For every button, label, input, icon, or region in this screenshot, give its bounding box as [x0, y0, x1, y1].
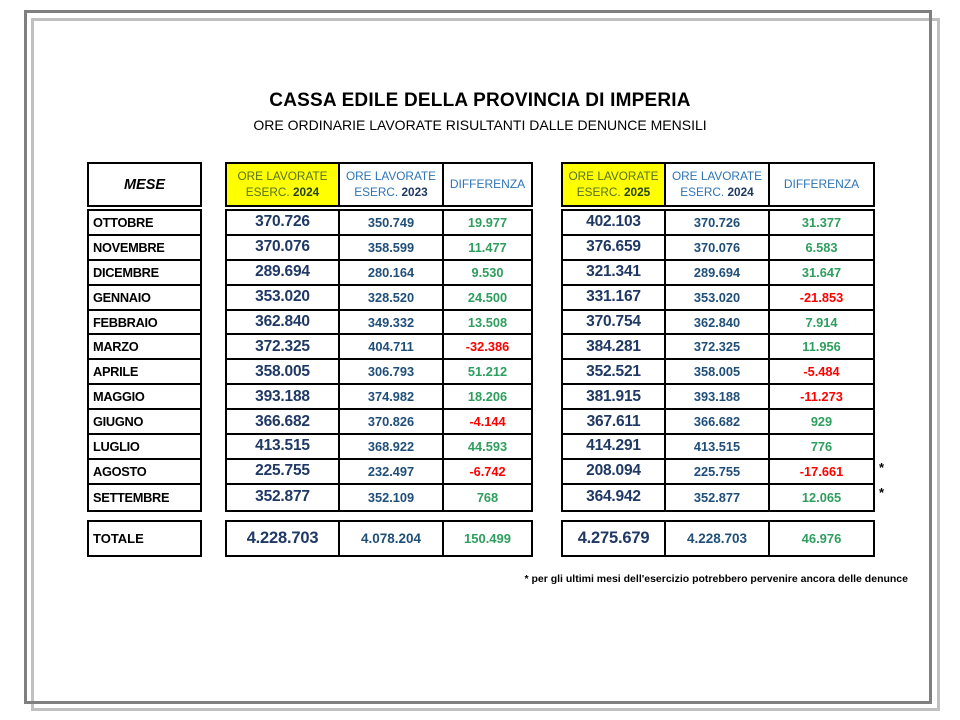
- differenza-value: 31.647: [801, 264, 842, 280]
- ore-precedente: 370.726: [666, 211, 770, 234]
- ore-precedente: 306.793: [340, 360, 444, 383]
- ore-precedente: 358.005: [666, 360, 770, 383]
- table-row: [563, 236, 873, 261]
- month-label: FEBBRAIO: [89, 311, 200, 336]
- table-row: [227, 261, 531, 286]
- table-row: [563, 360, 873, 385]
- totale-corrente: 4.275.679: [563, 522, 666, 555]
- ore-corrente: 352.521: [563, 360, 666, 383]
- ore-precedente: 358.599: [340, 236, 444, 259]
- table-header-row: [225, 162, 533, 207]
- month-label: MAGGIO: [89, 385, 200, 410]
- table-row: [227, 311, 531, 336]
- differenza-value: -6.742: [469, 463, 506, 479]
- header-eserc: ESERC.: [576, 184, 621, 199]
- ore-precedente: 328.520: [340, 286, 444, 309]
- differenza-value: 18.206: [467, 389, 508, 405]
- ore-corrente: 414.291: [563, 435, 666, 458]
- ore-corrente: 366.682: [227, 410, 340, 433]
- month-label: NOVEMBRE: [89, 236, 200, 261]
- header-differenza: DIFFERENZA: [449, 176, 526, 191]
- table-body: [225, 209, 533, 512]
- ore-corrente: 352.877: [227, 485, 340, 510]
- totale-differenza: 150.499: [464, 530, 511, 546]
- table-row: [227, 335, 531, 360]
- differenza-value: -11.273: [800, 389, 843, 405]
- month-label: DICEMBRE: [89, 261, 200, 286]
- month-label: OTTOBRE: [89, 211, 200, 236]
- totale-differenza: 46.976: [801, 530, 842, 546]
- total-row-label: TOTALE: [87, 520, 202, 557]
- table-row: [227, 211, 531, 236]
- differenza-value: -17.661: [799, 463, 844, 479]
- differenza-value: 768: [476, 489, 499, 505]
- page-title: CASSA EDILE DELLA PROVINCIA DI IMPERIA: [269, 90, 691, 111]
- table-row: [227, 286, 531, 311]
- ore-precedente: 289.694: [666, 261, 770, 284]
- ore-corrente: 208.094: [563, 460, 666, 483]
- month-column: [87, 162, 202, 557]
- ore-corrente: 372.325: [227, 335, 340, 358]
- ore-corrente: 358.005: [227, 360, 340, 383]
- header-line1: ORE LAVORATE: [568, 169, 659, 184]
- header-year: 2025: [623, 184, 651, 199]
- differenza-value: 776: [810, 438, 833, 454]
- table-row: [563, 460, 873, 485]
- differenza-value: -5.484: [803, 364, 840, 380]
- table-row: [563, 485, 873, 510]
- ore-precedente: 362.840: [666, 311, 770, 334]
- month-label: GENNAIO: [89, 286, 200, 311]
- ore-corrente: 370.754: [563, 311, 666, 334]
- differenza-value: 12.065: [801, 489, 842, 505]
- header-ore-lavorate-2024: [666, 164, 770, 205]
- totale-precedente: 4.078.204: [340, 522, 444, 555]
- month-label: GIUGNO: [89, 410, 200, 435]
- differenza-value: 31.377: [801, 214, 842, 230]
- totale-corrente: 4.228.703: [227, 522, 340, 555]
- header-ore-lavorate-2025: [563, 164, 666, 205]
- table-esercizio-2025-vs-2024: [561, 162, 875, 557]
- ore-corrente: 289.694: [227, 261, 340, 284]
- header-differenza: DIFFERENZA: [783, 176, 860, 191]
- table-row: [563, 385, 873, 410]
- ore-corrente: 402.103: [563, 211, 666, 234]
- table-row: [563, 435, 873, 460]
- table-body: [561, 209, 875, 512]
- table-total-row: [561, 520, 875, 557]
- ore-corrente: 376.659: [563, 236, 666, 259]
- ore-precedente: 366.682: [666, 410, 770, 433]
- table-header-row: [561, 162, 875, 207]
- ore-corrente: 331.167: [563, 286, 666, 309]
- table-row: [227, 410, 531, 435]
- ore-precedente: 350.749: [340, 211, 444, 234]
- ore-corrente: 362.840: [227, 311, 340, 334]
- table-total-row: [225, 520, 533, 557]
- month-column-header: MESE: [87, 162, 202, 207]
- ore-corrente: 393.188: [227, 385, 340, 408]
- footnote-text: * per gli ultimi mesi dell'esercizio potrebbero pervenire ancora delle denunce: [524, 573, 908, 585]
- table-row: [227, 385, 531, 410]
- differenza-value: 44.593: [467, 438, 508, 454]
- differenza-value: 11.477: [468, 239, 507, 255]
- header-year: 2023: [401, 184, 428, 199]
- table-row: [227, 435, 531, 460]
- ore-precedente: 370.076: [666, 236, 770, 259]
- differenza-value: -21.853: [799, 289, 844, 305]
- header-line1: ORE LAVORATE: [237, 169, 328, 184]
- ore-corrente: 384.281: [563, 335, 666, 358]
- page-subtitle: ORE ORDINARIE LAVORATE RISULTANTI DALLE DENUNCE MENSILI: [253, 117, 707, 133]
- month-list: [87, 209, 202, 512]
- ore-corrente: 370.076: [227, 236, 340, 259]
- table-row: [227, 460, 531, 485]
- ore-corrente: 413.515: [227, 435, 340, 458]
- ore-precedente: 349.332: [340, 311, 444, 334]
- table-row: [563, 211, 873, 236]
- header-year: 2024: [292, 184, 320, 199]
- table-row: [227, 485, 531, 510]
- ore-corrente: 321.341: [563, 261, 666, 284]
- footnote-marker-settembre: *: [879, 485, 885, 500]
- header-line1: ORE LAVORATE: [345, 169, 437, 184]
- ore-precedente: 280.164: [340, 261, 444, 284]
- header-eserc: ESERC.: [354, 184, 399, 199]
- ore-corrente: 370.726: [227, 211, 340, 234]
- table-row: [563, 286, 873, 311]
- ore-precedente: 404.711: [340, 335, 444, 358]
- table-row: [563, 311, 873, 336]
- header-year: 2024: [727, 184, 754, 199]
- differenza-value: 6.583: [805, 239, 838, 255]
- ore-precedente: 225.755: [666, 460, 770, 483]
- month-label: AGOSTO: [89, 460, 200, 485]
- header-eserc: ESERC.: [245, 184, 290, 199]
- table-row: [563, 261, 873, 286]
- totale-precedente: 4.228.703: [666, 522, 770, 555]
- header-line1: ORE LAVORATE: [671, 169, 763, 184]
- ore-precedente: 353.020: [666, 286, 770, 309]
- table-row: [227, 360, 531, 385]
- ore-corrente: 225.755: [227, 460, 340, 483]
- ore-precedente: 232.497: [340, 460, 444, 483]
- ore-precedente: 352.109: [340, 485, 444, 510]
- month-label: MARZO: [89, 335, 200, 360]
- table-row: [563, 335, 873, 360]
- table-esercizio-2024-vs-2023: [225, 162, 533, 557]
- ore-corrente: 353.020: [227, 286, 340, 309]
- differenza-value: 19.977: [467, 214, 508, 230]
- differenza-value: 24.500: [467, 289, 508, 305]
- ore-precedente: 370.826: [340, 410, 444, 433]
- ore-precedente: 413.515: [666, 435, 770, 458]
- month-label: APRILE: [89, 360, 200, 385]
- header-eserc: ESERC.: [680, 184, 725, 199]
- ore-precedente: 374.982: [340, 385, 444, 408]
- differenza-value: -4.144: [469, 414, 506, 430]
- differenza-value: -32.386: [465, 339, 510, 355]
- header-ore-lavorate-2024: [227, 164, 340, 205]
- differenza-value: 7.914: [805, 314, 838, 330]
- differenza-value: 929: [810, 414, 833, 430]
- ore-corrente: 367.611: [563, 410, 666, 433]
- ore-precedente: 393.188: [666, 385, 770, 408]
- month-label: LUGLIO: [89, 435, 200, 460]
- table-row: [227, 236, 531, 261]
- month-label: SETTEMBRE: [93, 489, 170, 505]
- ore-corrente: 364.942: [563, 485, 666, 510]
- footnote-marker-agosto: *: [879, 460, 885, 475]
- ore-precedente: 368.922: [340, 435, 444, 458]
- table-row: [563, 410, 873, 435]
- header-ore-lavorate-2023: [340, 164, 444, 205]
- differenza-value: 51.212: [467, 364, 508, 380]
- differenza-value: 11.956: [802, 339, 841, 355]
- differenza-value: 13.508: [467, 314, 508, 330]
- ore-precedente: 352.877: [666, 485, 770, 510]
- ore-precedente: 372.325: [666, 335, 770, 358]
- ore-corrente: 381.915: [563, 385, 666, 408]
- differenza-value: 9.530: [471, 264, 504, 280]
